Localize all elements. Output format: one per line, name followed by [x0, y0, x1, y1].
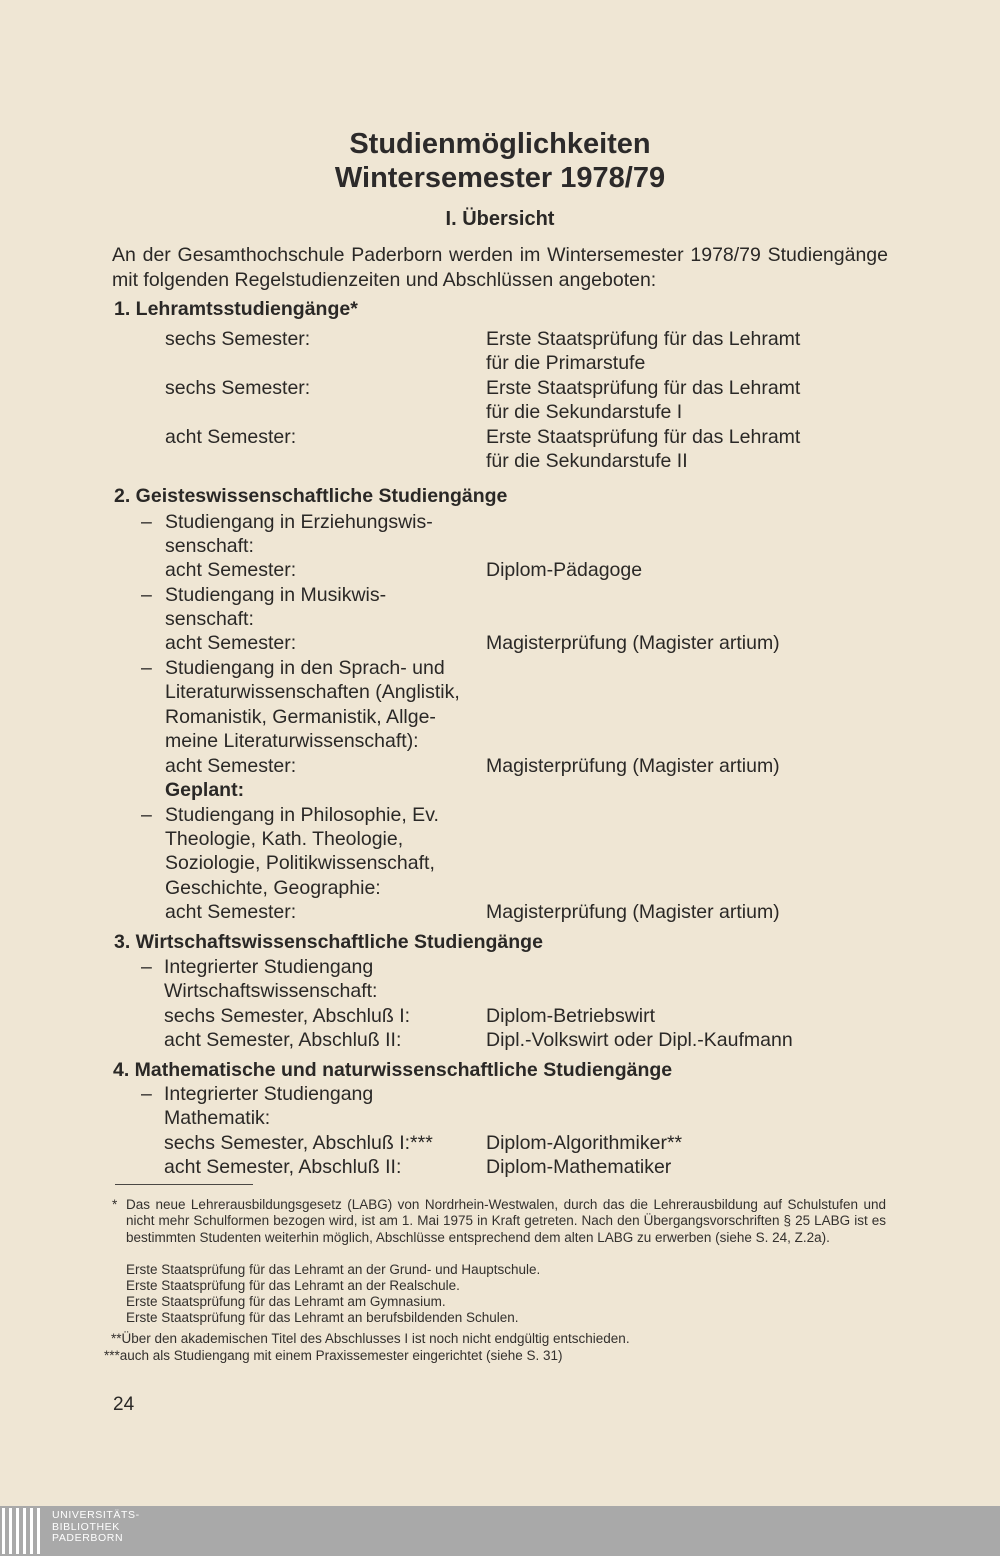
s4-dash: –	[141, 1083, 152, 1105]
s4-row1-duration: sechs Semester, Abschluß I:***	[164, 1132, 433, 1154]
footnote-3: ***auch als Studiengang mit einem Praxissemester eingerichtet (siehe S. 31)	[104, 1348, 563, 1363]
s1-row3-degree-a: Erste Staatsprüfung für das Lehramt	[486, 426, 801, 448]
s3-dash: –	[141, 956, 152, 978]
library-footer-bar	[0, 1506, 1000, 1556]
s2-d-line2: Theologie, Kath. Theologie,	[165, 828, 404, 850]
s2-c-line4: meine Literaturwissenschaft):	[165, 730, 419, 752]
title-line-1: Studienmöglichkeiten	[349, 128, 651, 160]
s3-line2: Wirtschaftswissenschaft:	[164, 980, 378, 1002]
s2-b-line2: senschaft:	[165, 608, 254, 630]
library-line-3: PADERBORN	[52, 1532, 124, 1544]
s2-d-degree: Magisterprüfung (Magister artium)	[486, 901, 780, 923]
section-heading: I. Übersicht	[445, 208, 555, 230]
footnote-1-text: Das neue Lehrerausbildungsgesetz (LABG) von Nordrhein-Westwalen, durch das die Lehrerausbildung auf Schulstufen und nicht mehr Schulformen bezogen wird, ist am 1. Mai 1975 in Kraft getreten. Nach den Übergangsvorschriften § 25 LABG ist es bestimmten Studenten weiterhin möglich, Abschlüsse entsprechend dem alten LABG zu erwerben (siehe S. 24, Z.2a).	[126, 1197, 886, 1245]
s2-b-duration: acht Semester:	[165, 632, 297, 654]
s2-dash-b: –	[141, 584, 152, 606]
library-line-2: BIBLIOTHEK	[52, 1520, 120, 1533]
s2-d-line3: Soziologie, Politikwissenschaft,	[165, 852, 435, 874]
page-number: 24	[113, 1394, 135, 1415]
s1-row2-degree-a: Erste Staatsprüfung für das Lehramt	[486, 377, 801, 399]
s2-dash-a: –	[141, 511, 152, 533]
s2-d-duration: acht Semester:	[165, 901, 297, 923]
s1-row1-degree-a: Erste Staatsprüfung für das Lehramt	[486, 328, 801, 350]
s2-d-line4: Geschichte, Geographie:	[165, 877, 381, 899]
s2-c-duration: acht Semester:	[165, 755, 297, 777]
footnote-2: **Über den akademischen Titel des Abschlusses I ist noch nicht endgültig entschieden.	[111, 1331, 630, 1346]
s2-planned-label: Geplant:	[165, 779, 245, 801]
title-line-2: Wintersemester 1978/79	[334, 162, 666, 194]
s3-row2-duration: acht Semester, Abschluß II:	[164, 1029, 402, 1051]
s1-row2-duration: sechs Semester:	[165, 377, 311, 399]
footnote-1-line4: Erste Staatsprüfung für das Lehramt an berufsbildenden Schulen.	[126, 1310, 519, 1325]
s3-row1-degree: Diplom-Betriebswirt	[486, 1005, 656, 1027]
s2-dash-d: –	[141, 804, 152, 826]
library-logo-icon	[2, 1506, 46, 1556]
footnote-1-line1: Erste Staatsprüfung für das Lehramt an der Grund- und Hauptschule.	[126, 1262, 541, 1277]
section-4-heading: 4. Mathematische und naturwissenschaftliche Studiengänge	[113, 1059, 673, 1081]
footnote-1-mark: *	[112, 1197, 118, 1212]
footnote-separator	[115, 1184, 253, 1185]
s2-a-line1: Studiengang in Erziehungswis-	[165, 511, 433, 533]
s2-c-line2: Literaturwissenschaften (Anglistik,	[165, 681, 460, 703]
s2-dash-c: –	[141, 657, 152, 679]
s1-row3-degree-b: für die Sekundarstufe II	[486, 450, 688, 472]
s1-row1-duration: sechs Semester:	[165, 328, 311, 350]
s1-row2-degree-b: für die Sekundarstufe I	[486, 401, 683, 423]
s4-row2-duration: acht Semester, Abschluß II:	[164, 1156, 402, 1178]
s2-a-duration: acht Semester:	[165, 559, 297, 581]
s4-row1-degree: Diplom-Algorithmiker**	[486, 1132, 683, 1154]
s1-row3-duration: acht Semester:	[165, 426, 297, 448]
section-2-heading: 2. Geisteswissenschaftliche Studiengänge	[114, 485, 508, 507]
s3-row1-duration: sechs Semester, Abschluß I:	[164, 1005, 411, 1027]
s1-row1-degree-b: für die Primarstufe	[486, 352, 646, 374]
s2-a-line2: senschaft:	[165, 535, 254, 557]
library-logo-text	[52, 1510, 140, 1545]
intro-paragraph: An der Gesamthochschule Paderborn werden im Wintersemester 1978/79 Studiengänge mit folgenden Regelstudienzeiten und Abschlüssen angeboten:	[112, 244, 888, 291]
footnote-1-line2: Erste Staatsprüfung für das Lehramt an der Realschule.	[126, 1278, 460, 1293]
section-1-heading: 1. Lehramtsstudiengänge*	[114, 298, 358, 320]
s2-c-line3: Romanistik, Germanistik, Allge-	[165, 706, 436, 728]
s3-row2-degree: Dipl.-Volkswirt oder Dipl.-Kaufmann	[486, 1029, 793, 1051]
s4-line1: Integrierter Studiengang	[164, 1083, 374, 1105]
s3-line1: Integrierter Studiengang	[164, 956, 374, 978]
s2-d-line1: Studiengang in Philosophie, Ev.	[165, 804, 439, 826]
s2-b-degree: Magisterprüfung (Magister artium)	[486, 632, 780, 654]
s4-row2-degree: Diplom-Mathematiker	[486, 1156, 672, 1178]
section-3-heading: 3. Wirtschaftswissenschaftliche Studiengänge	[114, 931, 543, 953]
s4-line2: Mathematik:	[164, 1107, 271, 1129]
s2-c-degree: Magisterprüfung (Magister artium)	[486, 755, 780, 777]
s2-c-line1: Studiengang in den Sprach- und	[165, 657, 445, 679]
library-line-1: UNIVERSITÄTS-	[52, 1509, 140, 1521]
footnote-1-line3: Erste Staatsprüfung für das Lehramt am Gymnasium.	[126, 1294, 446, 1309]
s2-a-degree: Diplom-Pädagoge	[486, 559, 643, 581]
s2-b-line1: Studiengang in Musikwis-	[165, 584, 387, 606]
